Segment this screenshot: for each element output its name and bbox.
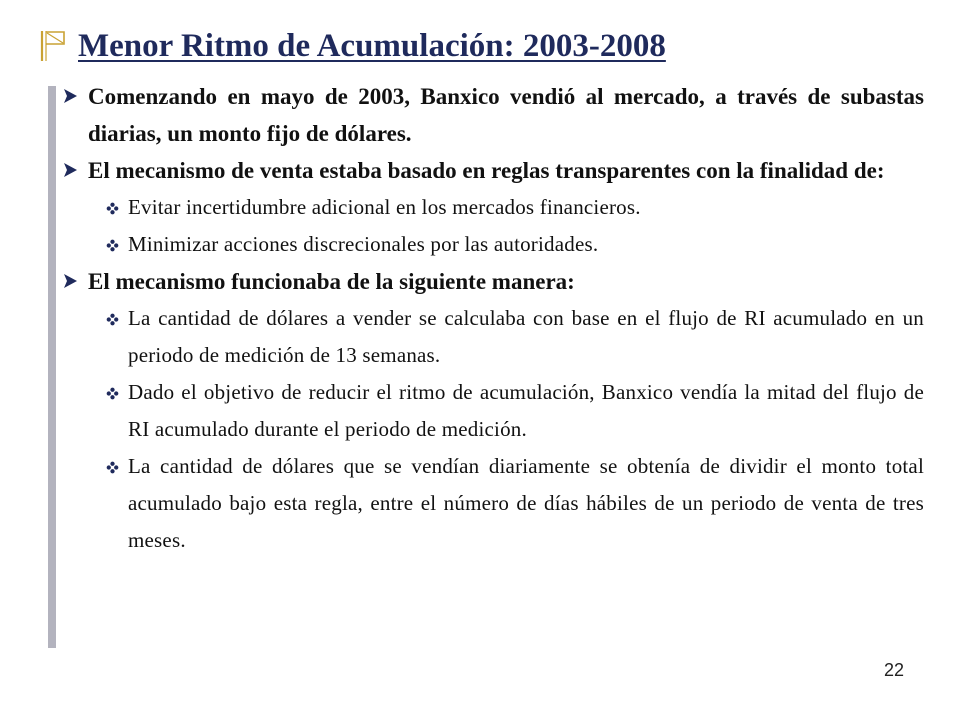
- bullet-text: Comenzando en mayo de 2003, Banxico vendió al mercado, a través de subastas diarias, un monto fijo de dólares.: [88, 84, 924, 146]
- bullet-list: [62, 78, 924, 559]
- sub-bullet-item: [106, 448, 924, 559]
- sub-bullet-item: [106, 189, 924, 226]
- sub-bullet-item: [106, 300, 924, 374]
- bullet-item: [62, 152, 924, 189]
- sub-bullet-text: Minimizar acciones discrecionales por las autoridades.: [128, 232, 599, 256]
- bullet-text: El mecanismo de venta estaba basado en reglas transparentes con la finalidad de:: [88, 158, 885, 183]
- sub-bullet-text: La cantidad de dólares a vender se calculaba con base en el flujo de RI acumulado en un periodo de medición de 13 semanas.: [128, 306, 924, 367]
- sub-bullet-item: [106, 226, 924, 263]
- sub-bullet-text: La cantidad de dólares que se vendían diariamente se obtenía de dividir el monto total acumulado bajo esta regla, entre el número de días hábiles de un periodo de venta de tres meses.: [128, 454, 924, 552]
- accent-bar: [48, 86, 56, 648]
- sub-bullet-item: [106, 374, 924, 448]
- sub-bullet-text: Evitar incertidumbre adicional en los mercados financieros.: [128, 195, 641, 219]
- arrow-bullet-icon: [62, 273, 78, 289]
- sub-bullet-text: Dado el objetivo de reducir el ritmo de acumulación, Banxico vendía la mitad del flujo de RI acumulado durante el periodo de medición.: [128, 380, 924, 441]
- arrow-bullet-icon: [62, 162, 78, 178]
- title-flag-icon: [38, 29, 68, 63]
- bullet-text: El mecanismo funcionaba de la siguiente manera:: [88, 269, 575, 294]
- bullet-item: [62, 263, 924, 300]
- diamond-bullet-icon: [106, 313, 119, 326]
- diamond-bullet-icon: [106, 239, 119, 252]
- page-number: 22: [884, 660, 905, 680]
- diamond-bullet-icon: [106, 387, 119, 400]
- diamond-bullet-icon: [106, 202, 119, 215]
- slide-title: Menor Ritmo de Acumulación: 2003-2008: [78, 27, 666, 64]
- bullet-item: [62, 78, 924, 152]
- arrow-bullet-icon: [62, 88, 78, 104]
- title-row: [38, 24, 666, 68]
- diamond-bullet-icon: [106, 461, 119, 474]
